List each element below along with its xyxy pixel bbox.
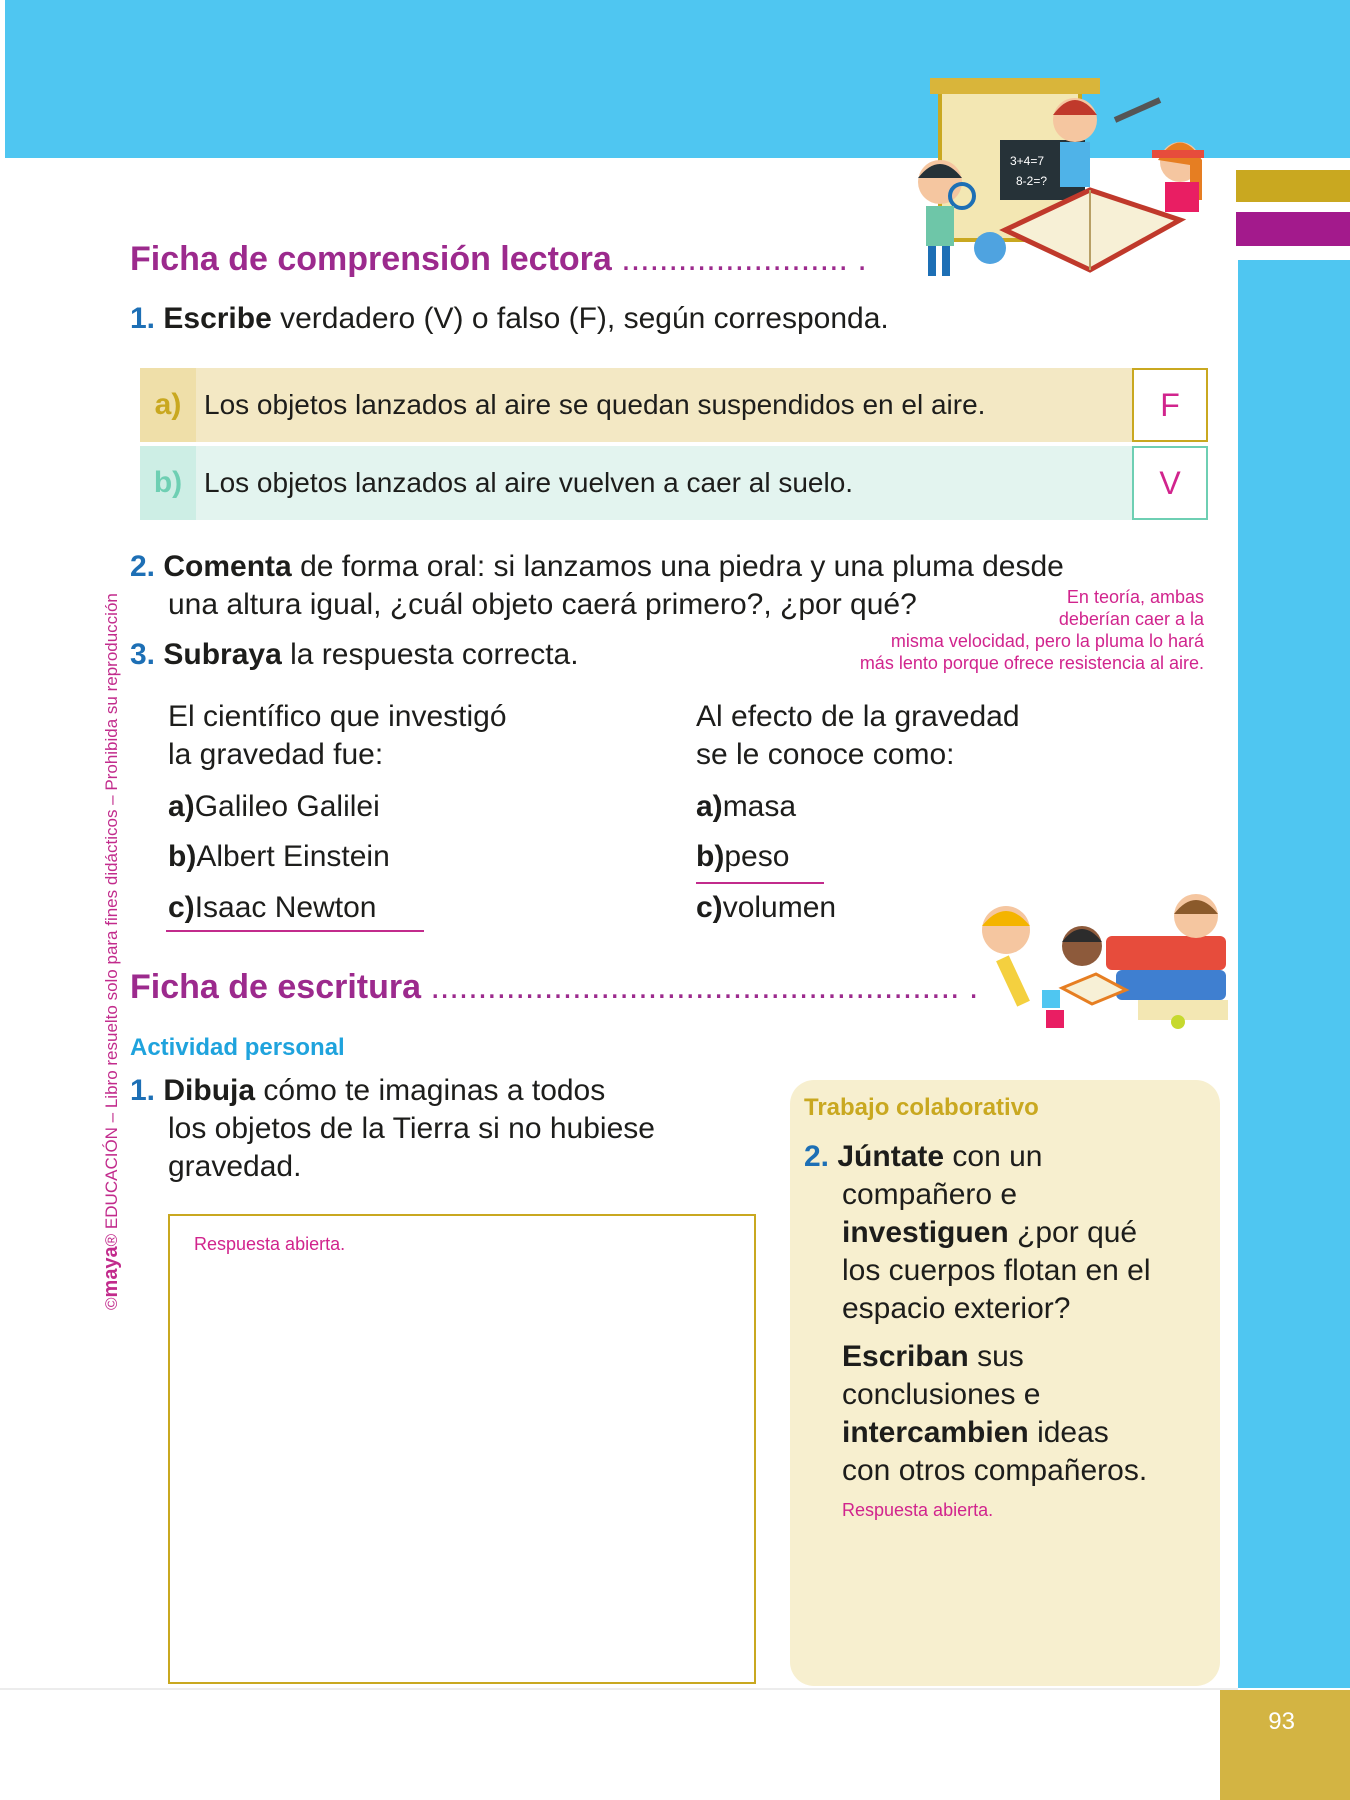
red-book-icon bbox=[1106, 936, 1226, 970]
reading-section-title: Ficha de comprensión lectora ........................ . bbox=[130, 240, 867, 278]
collaborative-answer-text: Respuesta abierta. bbox=[842, 1500, 994, 1520]
kids-reading-illustration bbox=[966, 886, 1236, 1036]
right-color-strip bbox=[1238, 260, 1350, 1688]
globe-icon bbox=[974, 232, 1006, 264]
question-3: 3. Subraya la respuesta correcta. bbox=[130, 638, 579, 671]
question-2-answer: En teoría, ambas deberían caer a la misma velocidad, pero la pluma lo hará más lento porque ofrece resistencia al aire. bbox=[859, 587, 1204, 673]
drawing-answer-text: Respuesta abierta. bbox=[194, 1234, 346, 1254]
q3-col2-option-c[interactable]: c)volumen bbox=[696, 891, 837, 924]
q3-col1-option-b[interactable]: b)Albert Einstein bbox=[168, 840, 390, 873]
row-a-statement: Los objetos lanzados al aire se quedan suspendidos en el aire. bbox=[204, 389, 986, 420]
page-number: 93 bbox=[1268, 1708, 1295, 1735]
footer-divider bbox=[0, 1688, 1238, 1690]
brand-logo: maya bbox=[100, 1246, 122, 1298]
writing-question-1: 1. Dibuja cómo te imaginas a todos los objetos de la Tierra si no hubiese gravedad. bbox=[130, 1074, 655, 1183]
collaborative-work-box bbox=[790, 1080, 1220, 1686]
true-false-row-a bbox=[140, 368, 1208, 442]
row-b-statement: Los objetos lanzados al aire vuelven a caer al suelo. bbox=[204, 467, 854, 498]
question-2: 2. Comenta de forma oral: si lanzamos una piedra y una pluma desde una altura igual, ¿cuál objeto caerá primero?, ¿por qué? bbox=[130, 550, 1064, 621]
answer-underline-newton bbox=[166, 930, 424, 932]
pencil-icon bbox=[996, 955, 1030, 1006]
gold-tab bbox=[1236, 170, 1350, 202]
q3-col1-option-c[interactable]: c)Isaac Newton bbox=[168, 891, 377, 924]
row-a-letter: a) bbox=[140, 368, 196, 442]
question-1: 1. Escribe verdadero (V) o falso (F), según corresponda. bbox=[130, 302, 889, 335]
page-number-box bbox=[1220, 1690, 1350, 1800]
row-b-letter: b) bbox=[140, 446, 196, 520]
drawing-answer-box[interactable] bbox=[168, 1214, 756, 1684]
telescope-icon bbox=[1115, 100, 1160, 120]
svg-text:3+4=7: 3+4=7 bbox=[1010, 154, 1045, 168]
toy-block-icon bbox=[1042, 990, 1060, 1008]
q3-col1-prompt: El científico que investigó la gravedad fue: bbox=[168, 700, 507, 771]
collaborative-instructions: Escriban sus conclusiones e intercambien ideas con otros compañeros. bbox=[842, 1340, 1148, 1487]
activity-personal-label: Actividad personal bbox=[130, 1034, 345, 1061]
row-a-answer-box[interactable]: F bbox=[1132, 368, 1208, 442]
side-text-body: EDUCACIÓN – Libro resuelto solo para fines didácticos – Prohibida su reproducción bbox=[102, 593, 121, 1230]
magenta-tab bbox=[1236, 212, 1350, 246]
q3-col1-option-a[interactable]: a)Galileo Galilei bbox=[168, 790, 380, 823]
collaborative-question-2: 2. Júntate con un compañero e investiguen ¿por qué los cuerpos flotan en el espacio exterior? bbox=[804, 1140, 1151, 1325]
svg-text:8-2=?: 8-2=? bbox=[1016, 174, 1048, 188]
side-copyright-text: ©maya® EDUCACIÓN – Libro resuelto solo para fines didácticos – Prohibida su reproducción bbox=[100, 593, 122, 1310]
answer-underline-peso bbox=[696, 882, 824, 884]
q3-col2-prompt: Al efecto de la gravedad se le conoce como: bbox=[696, 700, 1020, 771]
q3-col2-option-a[interactable]: a)masa bbox=[696, 790, 797, 823]
row-b-answer-box[interactable]: V bbox=[1132, 446, 1208, 520]
true-false-row-b bbox=[140, 446, 1208, 520]
writing-section-title: Ficha de escritura ........................................................ . bbox=[130, 968, 979, 1006]
q3-col2-option-b[interactable]: b)peso bbox=[696, 840, 790, 873]
kids-book-illustration bbox=[890, 70, 1220, 285]
collaborative-title: Trabajo colaborativo bbox=[804, 1094, 1039, 1121]
ball-icon bbox=[1171, 1015, 1185, 1029]
blue-book-icon bbox=[1116, 970, 1226, 1000]
